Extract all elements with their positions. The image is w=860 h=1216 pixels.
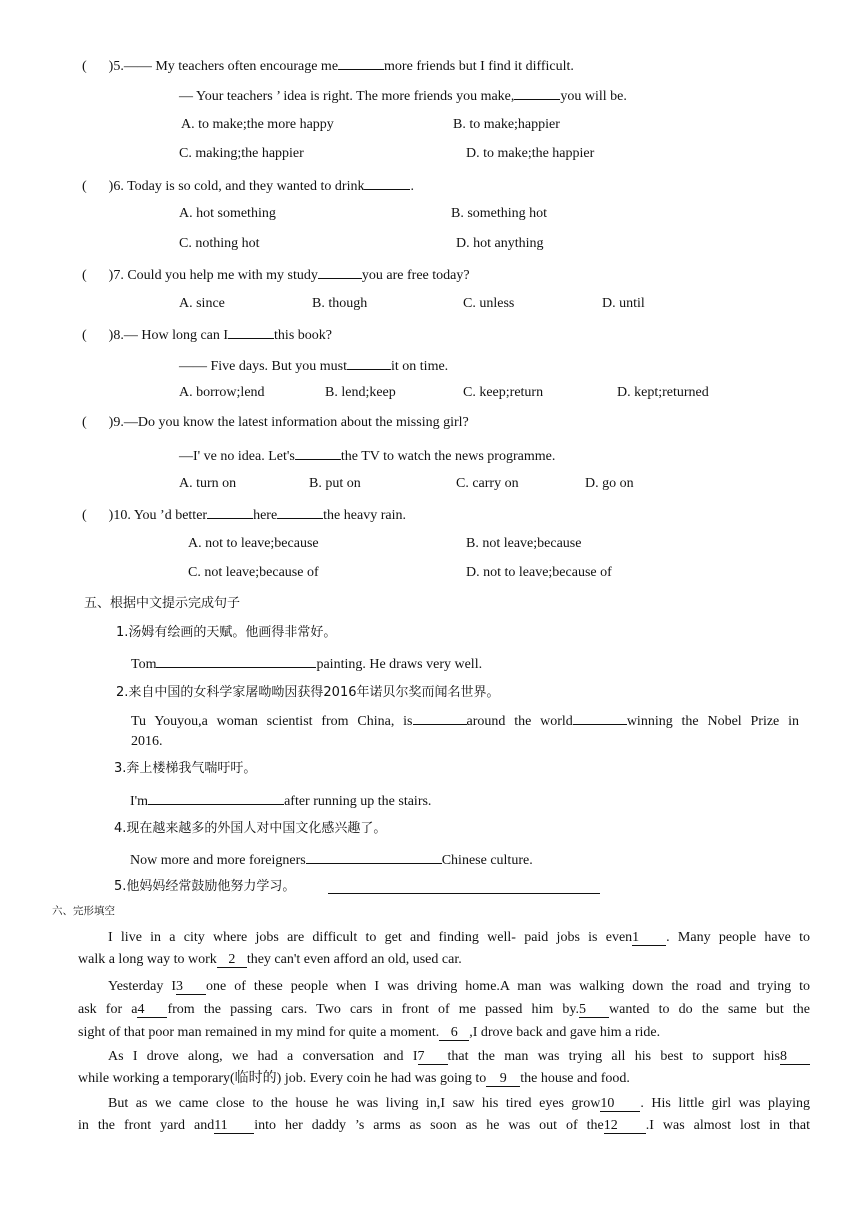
option-c[interactable]: C. keep;return [463,385,544,400]
blank[interactable] [364,175,410,190]
blank[interactable] [228,324,274,339]
option-b[interactable]: B. put on [309,476,361,491]
cloze-paragraph-4-line-2: in the front yard and11 into her daddy ’s arms as soon as he was out of the12 .I was almost lost in that [78,1118,810,1133]
question-5: ( )5.—— My teachers often encourage me more friends but I find it difficult. [82,55,574,76]
cloze-blank[interactable]: 1 [632,931,666,946]
blank[interactable] [156,653,316,668]
option-c[interactable]: C. unless [463,296,515,311]
option-c[interactable]: C. making;the happier [179,146,304,161]
option-c[interactable]: C. not leave;because of [188,565,319,580]
option-b[interactable]: B. lend;keep [325,385,396,400]
option-a[interactable]: A. borrow;lend [179,385,265,400]
option-d[interactable]: D. go on [585,476,634,491]
blank[interactable] [413,710,467,725]
option-c[interactable]: C. nothing hot [179,236,260,251]
translation-answer-1: Tom painting. He draws very well. [131,653,482,674]
question-text: — How long can I [123,328,229,343]
question-6: ( )6. Today is so cold, and they wanted to drink . [82,175,414,196]
question-text: —Do you know the latest information about the missing girl? [123,415,469,430]
blank[interactable] [573,710,627,725]
question-8: ( )8.— How long can I this book? [82,324,332,345]
translation-answer-3: I'm after running up the stairs. [130,790,431,811]
translation-answer-2-cont: 2016. [131,734,163,749]
question-text: Today is so cold, and they wanted to drink [127,179,365,194]
question-8-response: —— Five days. But you must it on time. [179,355,448,376]
translation-prompt-3: 3.奔上楼梯我气喘吁吁。 [114,761,257,776]
question-text: Could you help me with my study [127,268,318,283]
translation-prompt-5: 5.他妈妈经常鼓励他努力学习。 [114,879,296,894]
option-b[interactable]: B. though [312,296,368,311]
option-a[interactable]: A. not to leave;because [188,536,319,551]
option-d[interactable]: D. kept;returned [617,385,709,400]
translation-answer-line-5[interactable] [328,893,600,894]
section-5-title: 五、根据中文提示完成句子 [84,596,241,611]
question-text: You ’d better [133,508,208,523]
option-a[interactable]: A. hot something [179,206,276,221]
question-9-response: —I' ve no idea. Let's the TV to watch the news programme. [179,445,555,466]
option-d[interactable]: D. until [602,296,645,311]
blank[interactable] [306,849,442,864]
question-5-response: — Your teachers ’ idea is right. The more friends you make, you will be. [179,85,627,106]
question-paren: ( [82,59,87,74]
blank[interactable] [514,85,560,100]
option-b[interactable]: B. to make;happier [453,117,560,132]
blank[interactable] [347,355,391,370]
cloze-blank[interactable]: 9 [486,1072,520,1087]
cloze-blank[interactable]: 12 [604,1119,646,1134]
option-d[interactable]: D. to make;the happier [466,146,595,161]
cloze-paragraph-3-line-1: As I drove along, we had a conversation and I7 that the man was trying all his best to support his8 [78,1048,810,1066]
translation-prompt-2: 2.来自中国的女科学家屠呦呦因获得2016年诺贝尔奖而闻名世界。 [116,685,500,700]
cloze-blank[interactable]: 7 [418,1050,448,1065]
cloze-paragraph-2-line-1: Yesterday I3 one of these people when I was driving home.A man was walking down the road and trying to [108,979,810,994]
option-b[interactable]: B. something hot [451,206,548,221]
question-9: ( )9.—Do you know the latest information about the missing girl? [82,415,469,430]
translation-answer-4: Now more and more foreigners Chinese culture. [130,849,533,870]
cloze-paragraph-3-line-2: while working a temporary(临时的) job. Every coin he had was going to 9 the house and food. [78,1071,630,1086]
cloze-paragraph-2-line-2: ask for a4 from the passing cars. Two cars in front of me passed him by.5 wanted to do the same but the [78,1002,811,1017]
translation-prompt-1: 1.汤姆有绘画的天赋。他画得非常好。 [116,625,337,640]
question-text: —— My teachers often encourage me [123,59,339,74]
cloze-blank[interactable]: 3 [176,980,206,995]
section-6-title: 六、完形填空 [52,905,115,917]
option-d[interactable]: D. hot anything [456,236,544,251]
question-10: ( )10. You ’d better here the heavy rain. [82,504,406,525]
cloze-blank[interactable]: 4 [137,1003,167,1018]
translation-prompt-4: 4.现在越来越多的外国人对中国文化感兴趣了。 [114,821,387,836]
blank[interactable] [148,790,284,805]
cloze-blank[interactable]: 8 [780,1050,810,1065]
option-a[interactable]: A. turn on [179,476,237,491]
cloze-blank[interactable]: 5 [579,1003,609,1018]
option-b[interactable]: B. not leave;because [466,536,582,551]
blank[interactable] [295,445,341,460]
blank[interactable] [277,504,323,519]
cloze-blank[interactable]: 2 [217,953,247,968]
cloze-paragraph-1-line-1: I live in a city where jobs are difficult to get and finding well- paid jobs is even1 . Many people have to [108,930,810,945]
option-a[interactable]: A. to make;the more happy [181,117,334,132]
cloze-blank[interactable]: 10 [600,1097,640,1112]
translation-answer-2: Tu Youyou,a woman scientist from China, is around the world winning the Nobel Prize in [131,710,799,731]
cloze-blank[interactable]: 6 [439,1026,469,1041]
option-a[interactable]: A. since [179,296,225,311]
cloze-paragraph-4-line-1: But as we came close to the house he was living in,I saw his tired eyes grow10 . His little girl was playing [108,1096,810,1111]
option-c[interactable]: C. carry on [456,476,519,491]
cloze-paragraph-2-line-3: sight of that poor man remained in my mind for quite a moment. 6 ,I drove back and gave him a ride. [78,1025,661,1040]
blank[interactable] [338,55,384,70]
question-7: ( )7. Could you help me with my study you are free today? [82,264,470,285]
blank[interactable] [207,504,253,519]
cloze-paragraph-1-line-2: walk a long way to work 2 they can't even afford an old, used car. [78,952,462,967]
blank[interactable] [318,264,362,279]
cloze-blank[interactable]: 11 [214,1119,254,1134]
option-d[interactable]: D. not to leave;because of [466,565,612,580]
